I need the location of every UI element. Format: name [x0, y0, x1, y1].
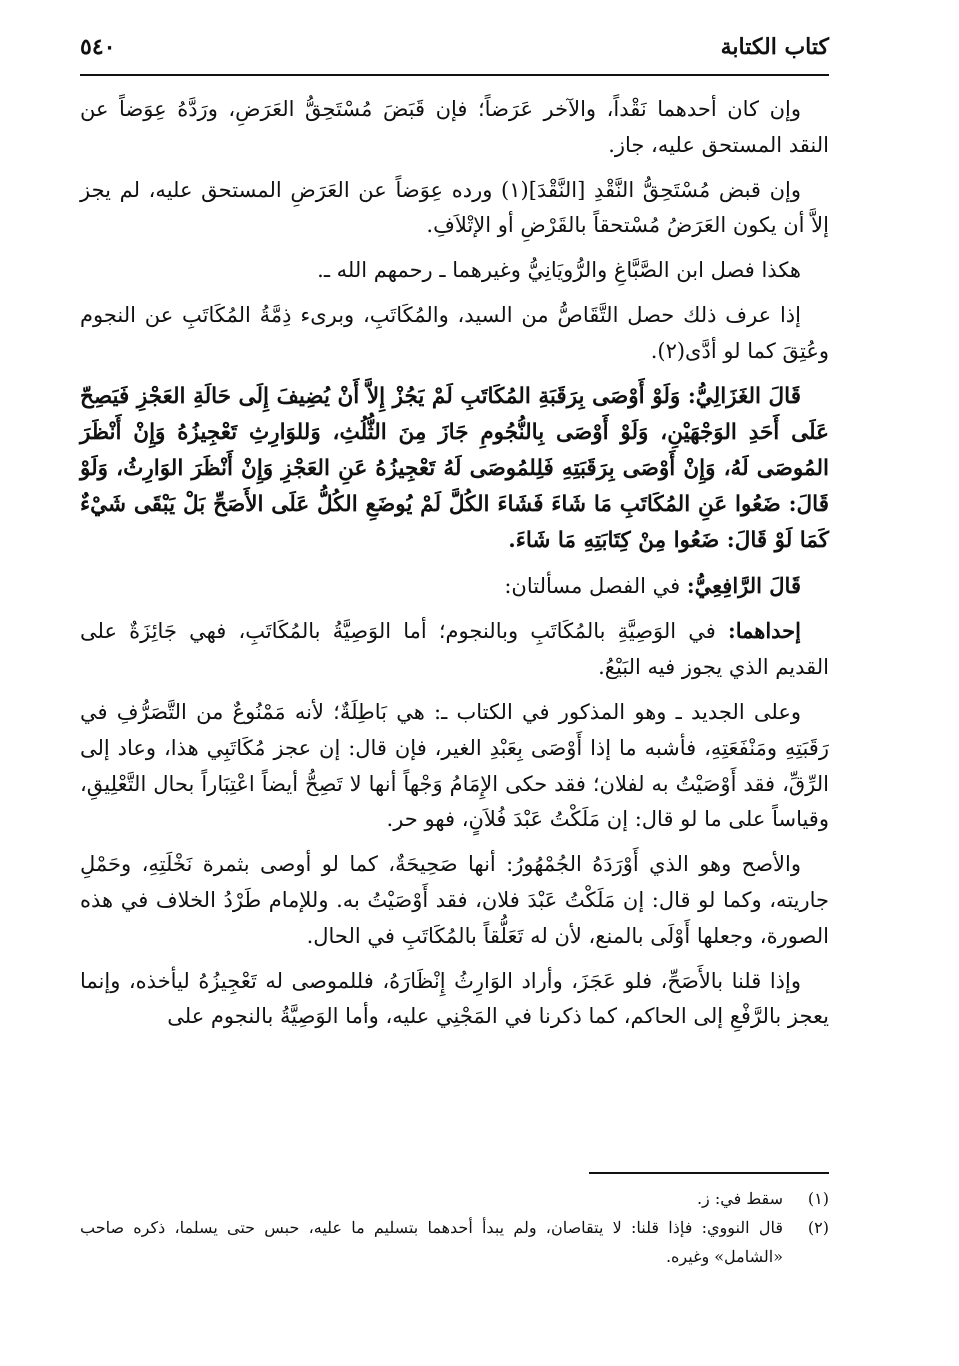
ghazali-text: وَلَوْ أَوْصَى بِرَقَبَةِ المُكَاتَبِ لَمْ يَجُزْ إِلاَّ أَنْ يُضِيفَ إِلَى حَالَةِ العَجْزِ فَيَصِحّ عَلَى أَحَدِ الوَجْهَيْنِ، وَلَوْ أَوْصَى بِالنُّجُومِ جَازَ مِنَ الثُّلُثِ، وَللوَارِثِ تَعْجِيزُهُ وَإِنْ أَنْظَرَ المُوصَى لَهُ، وَإِنْ أَوْصَى بِرَقَبَتِهِ فَلِلمُوصَى لَهُ تَعْجِيزُهُ عَنِ العَجْزِ وَإِنْ أَنْظَرَ الوَارِثُ، وَلَوْ قَالَ: ضَعُوا عَنِ المُكَاتَبِ مَا شَاءَ فَشَاءَ الكُلَّ لَمْ يُوضَعِ الكُلُّ عَلَى الأَصَحِّ بَلْ يَبْقَى شَيْءٌ كَمَا لَوْ قَالَ: ضَعُوا مِنْ كِتَابَتِهِ مَا شَاءَ.	[80, 383, 829, 553]
header-divider	[80, 74, 829, 76]
paragraph: وإن قبض مُسْتَحِقُّ النَّقْدِ [النَّقْدَ](١) ورده عِوَضاً عن العَرَضِ المستحق عليه، لم يجز إلاَّ أن يكون العَرَضُ مُسْتحقاً بالقَرْضِ أو الإتْلاَفِ.	[80, 177, 829, 238]
paragraph: وعلى الجديد ـ وهو المذكور في الكتاب ـ: هي بَاطِلَةٌ؛ لأنه مَمْنُوعٌ من التَّصَرُّفِ في رَقَبَتِهِ ومَنْفَعَتِهِ، فأشبه ما إذا أَوْصَى بِعَبْدِ الغير، فإن قال: إن عجز مُكَاتَبِي هذا، وعاد إلى الرِّقِّ، فقد أَوْصَيْتُ به لفلان؛ فقد حكى الإِمَامُ وَجْهاً أنها لا تَصِحُّ أيضاً اعْتِبَاراً بحال التَّعْلِيقِ، وقياساً على ما لو قال: إن مَلَكْتُ عَبْدَ فُلاَنٍ، فهو حر.	[80, 699, 829, 832]
paragraph: وإن كان أحدهما نَقْداً، والآخر عَرَضاً؛ فإن قَبَضَ مُسْتَحِقُّ العَرَضِ، ورَدَّهُ عِوَضاً عن النقد المستحق عليه، جاز.	[80, 97, 829, 157]
chapter-title: كتاب الكتابة	[720, 34, 829, 60]
footnote-text: قال النووي: فإذا قلنا: لا يتقاصان، ولم يبدأ أحدهما بتسليم ما عليه، حبس حتى يسلما، ذكره صاحب «الشامل» وغيره.	[80, 1218, 783, 1266]
running-header	[80, 26, 829, 70]
first-issue-lead: إحداهما:	[727, 618, 801, 644]
paragraph: والأصح وهو الذي أَوْرَدَهُ الجُمْهُورُ: أنها صَحِيحَةٌ، كما لو أوصى بثمرة نَخْلَتِهِ، وحَمْلِ جاريته، وكما لو قال: إن مَلَكْتُ عَبْدَ فلان، فقد أَوْصَيْتُ به. وللإمام طَرْدُ الخلاف في هذه الصورة، وجعلها أَوْلَى بالمنع، لأن له تَعَلُّقاً بالمُكَاتَبِ في الحال.	[80, 852, 829, 948]
ghazali-lead: قَالَ الغَزَالِيُّ:	[687, 383, 802, 409]
paragraph: هكذا فصل ابن الصَّبَّاغِ والرُّويَانِيُّ وغيرهما ـ رحمهم الله ـ.	[317, 258, 801, 283]
footnote-number: (٢)	[807, 1218, 829, 1237]
first-issue-text: في الوَصِيَّةِ بالمُكَاتَبِ وبالنجوم؛ أما الوَصِيَّةُ بالمُكَاتَبِ، فهي جَائِزَةٌ على القديم الذي يجوز فيه البَيْعُ.	[80, 619, 829, 680]
rafii-lead: قَالَ الرَّافِعِيُّ:	[686, 572, 801, 598]
rafii-text: في الفصل مسألتان:	[504, 573, 681, 598]
footnote-divider	[589, 1172, 829, 1174]
paragraph: إذا عرف ذلك حصل التَّقَاصُّ من السيد، والمُكَاتَبِ، وبرىء ذِمَّةُ المُكَاتَبِ عن النجوم وعُتِقَ كما لو أدَّى(٢).	[80, 302, 829, 363]
footnote-number: (١)	[807, 1189, 829, 1208]
page-number: ٥٤٠	[80, 34, 116, 60]
ghazali-matn	[80, 379, 829, 559]
footnote	[80, 1184, 829, 1213]
footnote	[80, 1213, 829, 1271]
rafii-commentary-intro	[80, 568, 829, 605]
main-text	[80, 92, 829, 1044]
paragraph: وإذا قلنا بالأَصَحِّ، فلو عَجَزَ، وأراد الوَارِثُ إِنْظَارَهُ، فللموصى له تَعْجِيزُهُ ليأخذه، وإنما يعجز بالرَّفْعِ إلى الحاكم، كما ذكرنا في المَجْنِي عليه، وأما الوَصِيَّةُ بالنجوم على	[80, 968, 829, 1029]
footnote-text: سقط في: ز.	[696, 1189, 783, 1208]
first-issue	[80, 613, 829, 686]
footnotes	[80, 1184, 829, 1271]
